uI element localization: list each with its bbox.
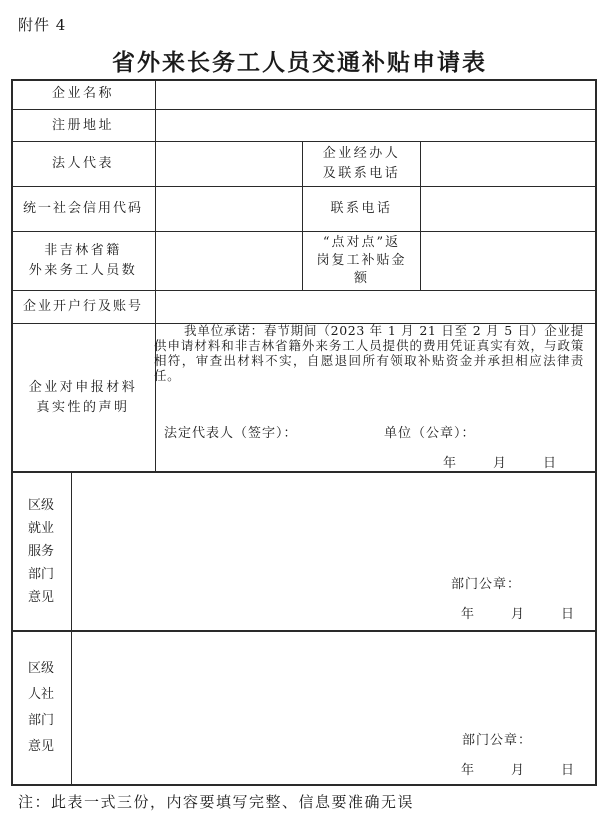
- label-workers-count: 非吉林省籍 外来务工人员数: [28, 243, 138, 278]
- footer-note: 注：此表一式三份，内容要填写完整、信息要准确无误: [18, 793, 415, 811]
- label-company-name: 企业名称: [51, 86, 114, 101]
- input-handler-contact[interactable]: [421, 142, 595, 186]
- declaration-date: 年 月 日: [443, 456, 558, 471]
- unit-seal-label: 单位（公章）：: [384, 426, 476, 441]
- label-bank-account: 企业开户行及账号: [22, 299, 143, 314]
- input-credit-code[interactable]: [156, 187, 302, 231]
- label-subsidy-amount: “点对点”返 岗复工补贴金 额: [316, 235, 407, 286]
- label-handler-contact: 企业经办人 及联系电话: [322, 146, 401, 181]
- hr-dept-date: 年 月 日: [461, 763, 576, 778]
- label-credit-code: 统一社会信用代码: [22, 201, 143, 216]
- input-registered-address[interactable]: [156, 110, 595, 141]
- label-employment-service-opinion: 区级 就业 服务 部门 意见: [27, 497, 54, 605]
- hr-dept-seal-label: 部门公章：: [462, 733, 533, 748]
- input-legal-representative[interactable]: [156, 142, 302, 186]
- label-hr-social-opinion: 区级 人社 部门 意见: [27, 661, 54, 754]
- form-title: 省外来长务工人员交通补贴申请表: [112, 50, 487, 76]
- label-legal-representative: 法人代表: [51, 156, 114, 171]
- input-company-name[interactable]: [156, 79, 595, 109]
- employment-dept-date: 年 月 日: [461, 607, 576, 622]
- input-subsidy-amount[interactable]: [421, 232, 595, 290]
- label-authenticity-statement: 企业对申报材料 真实性的声明: [28, 379, 138, 415]
- declaration-text: 我单位承诺：春节期间（2023 年 1 月 21 日至 2 月 5 日）企业提供申请材料和非吉林省籍外来务工人员提供的费用凭证真实有效，与政策相符，审查出材料不实，自愿退回所有领取补贴资金并承担相应法律责任。: [154, 323, 584, 383]
- legal-rep-signature-label: 法定代表人（签字）：: [164, 426, 298, 441]
- employment-dept-seal-label: 部门公章：: [451, 577, 522, 592]
- label-contact-phone: 联系电话: [330, 201, 393, 216]
- input-workers-count[interactable]: [156, 232, 302, 290]
- application-form-table: [11, 79, 597, 786]
- attachment-label: 附件 4: [18, 16, 67, 34]
- input-contact-phone[interactable]: [421, 187, 595, 231]
- input-bank-account[interactable]: [156, 291, 595, 323]
- label-registered-address: 注册地址: [51, 117, 114, 133]
